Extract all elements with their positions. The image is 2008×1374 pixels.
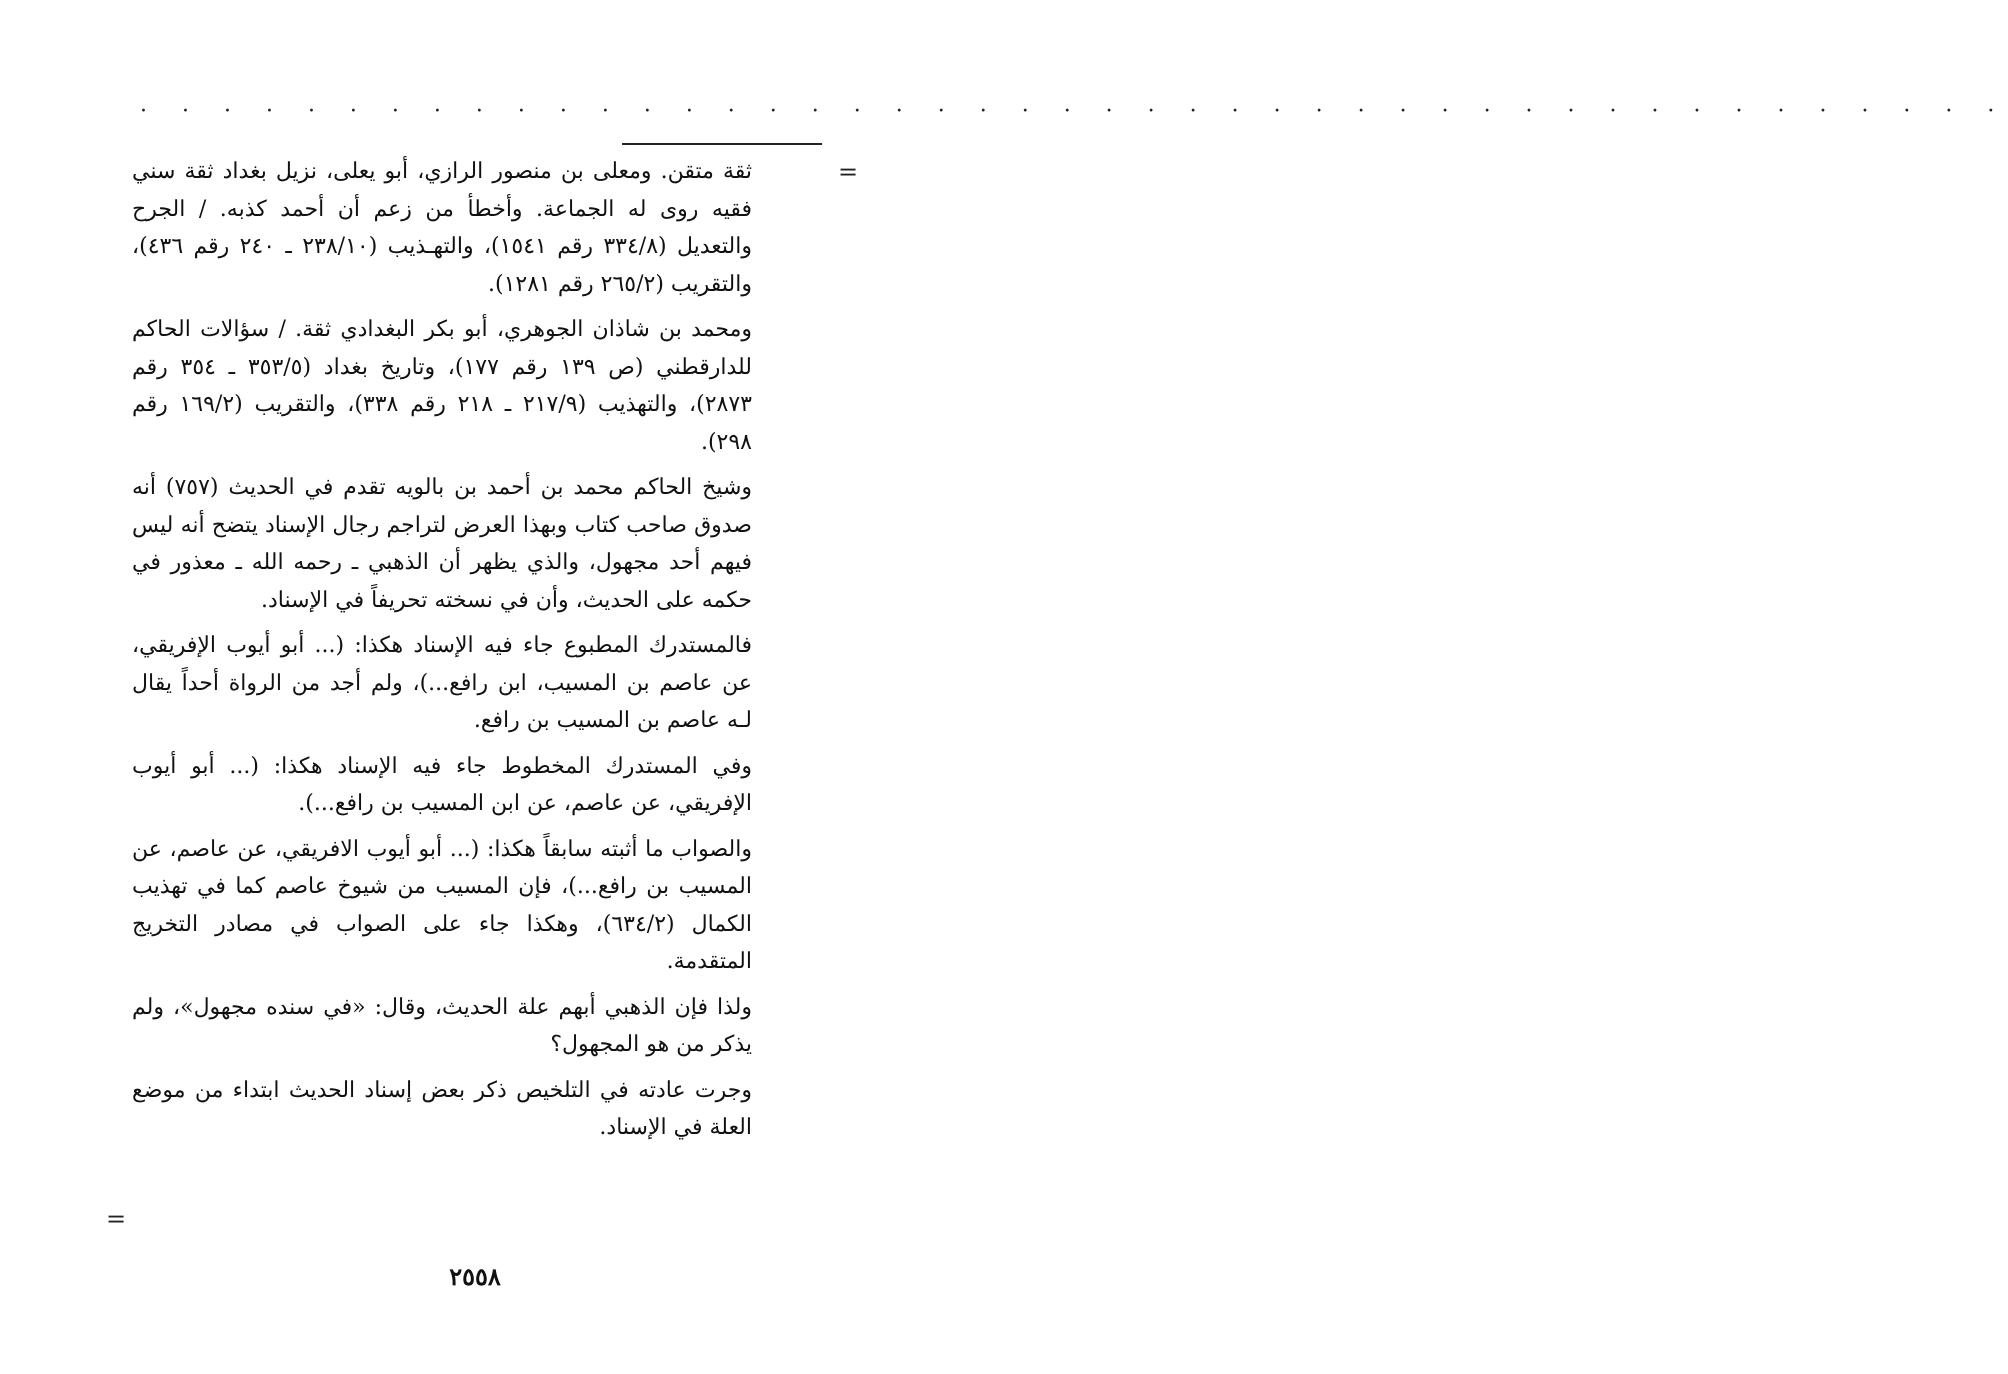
paragraph-3: وشيخ الحاكم محمد بن أحمد بن بالويه تقدم في الحديث (٧٥٧) أنه صدوق صاحب كتاب وبهذا العرض لتراجم رجال الإسناد يتضح أنه ليس فيهم أحد مجهول، والذي يظهر أن الذهبي ـ رحمه الله ـ معذور في حكمه على الحديث، وأن في نسخته تحريفاً في الإسناد.	[132, 475, 752, 613]
continuation-mark-bottom: =	[106, 1205, 127, 1233]
footnote-text	[132, 153, 752, 1147]
paragraph-1: ثقة متقن. ومعلى بن منصور الرازي، أبو يعلى، نزيل بغداد ثقة سني فقيه روى له الجماعة. وأخطأ من زعم أن أحمد كذبه. / الجرح والتعديل (٣٣٤/٨ رقم ١٥٤١)، والتهـذيب (٢٣٨/١٠ ـ ٢٤٠ رقم ٤٣٦)، والتقريب (٢٦٥/٢ رقم ١٢٨١).	[132, 159, 753, 297]
paragraph-6: والصواب ما أثبته سابقاً هكذا: (... أبو أيوب الافريقي، عن عاصم، عن المسيب بن رافع...)، فإن المسيب من شيوخ عاصم كما في تهذيب الكمال (٦٣٤/٢)، وهكذا جاء على الصواب في مصادر التخريج المتقدمة.	[132, 836, 752, 974]
paragraph-7: ولذا فإن الذهبي أبهم علة الحديث، وقال: «في سنده مجهول»، ولم يذكر من هو المجهول؟	[132, 994, 752, 1057]
continuation-mark-top: =	[838, 158, 859, 186]
paragraph-4: فالمستدرك المطبوع جاء فيه الإسناد هكذا: (... أبو أيوب الإفريقي، عن عاصم بن المسيب، ابن رافع...)، ولم أجد من الرواة أحداً يقال لـه عاصم بن المسيب بن رافع.	[132, 633, 753, 733]
header-dotted-line: · · · · · · · · · · · · · · · · · · · · · · · · · · · · · · · · · · · · · · · · · · · · ·	[140, 99, 2008, 124]
page-number: ٢٥٥٨	[449, 1262, 501, 1291]
footnote-separator-line	[622, 143, 822, 145]
paragraph-5: وفي المستدرك المخطوط جاء فيه الإسناد هكذا: (... أبو أيوب الإفريقي، عن عاصم، عن ابن المسيب بن رافع...).	[132, 753, 752, 816]
paragraph-8: وجرت عادته في التلخيص ذكر بعض إسناد الحديث ابتداء من موضع العلة في الإسناد.	[132, 1077, 752, 1140]
paragraph-2: ومحمد بن شاذان الجوهري، أبو بكر البغدادي ثقة. / سؤالات الحاكم للدارقطني (ص ١٣٩ رقم ١٧٧)، وتاريخ بغداد (٣٥٣/٥ ـ ٣٥٤ رقم ٢٨٧٣)، والتهذيب (٢١٧/٩ ـ ٢١٨ رقم ٣٣٨)، والتقريب (١٦٩/٢ رقم ٢٩٨).	[132, 317, 752, 455]
